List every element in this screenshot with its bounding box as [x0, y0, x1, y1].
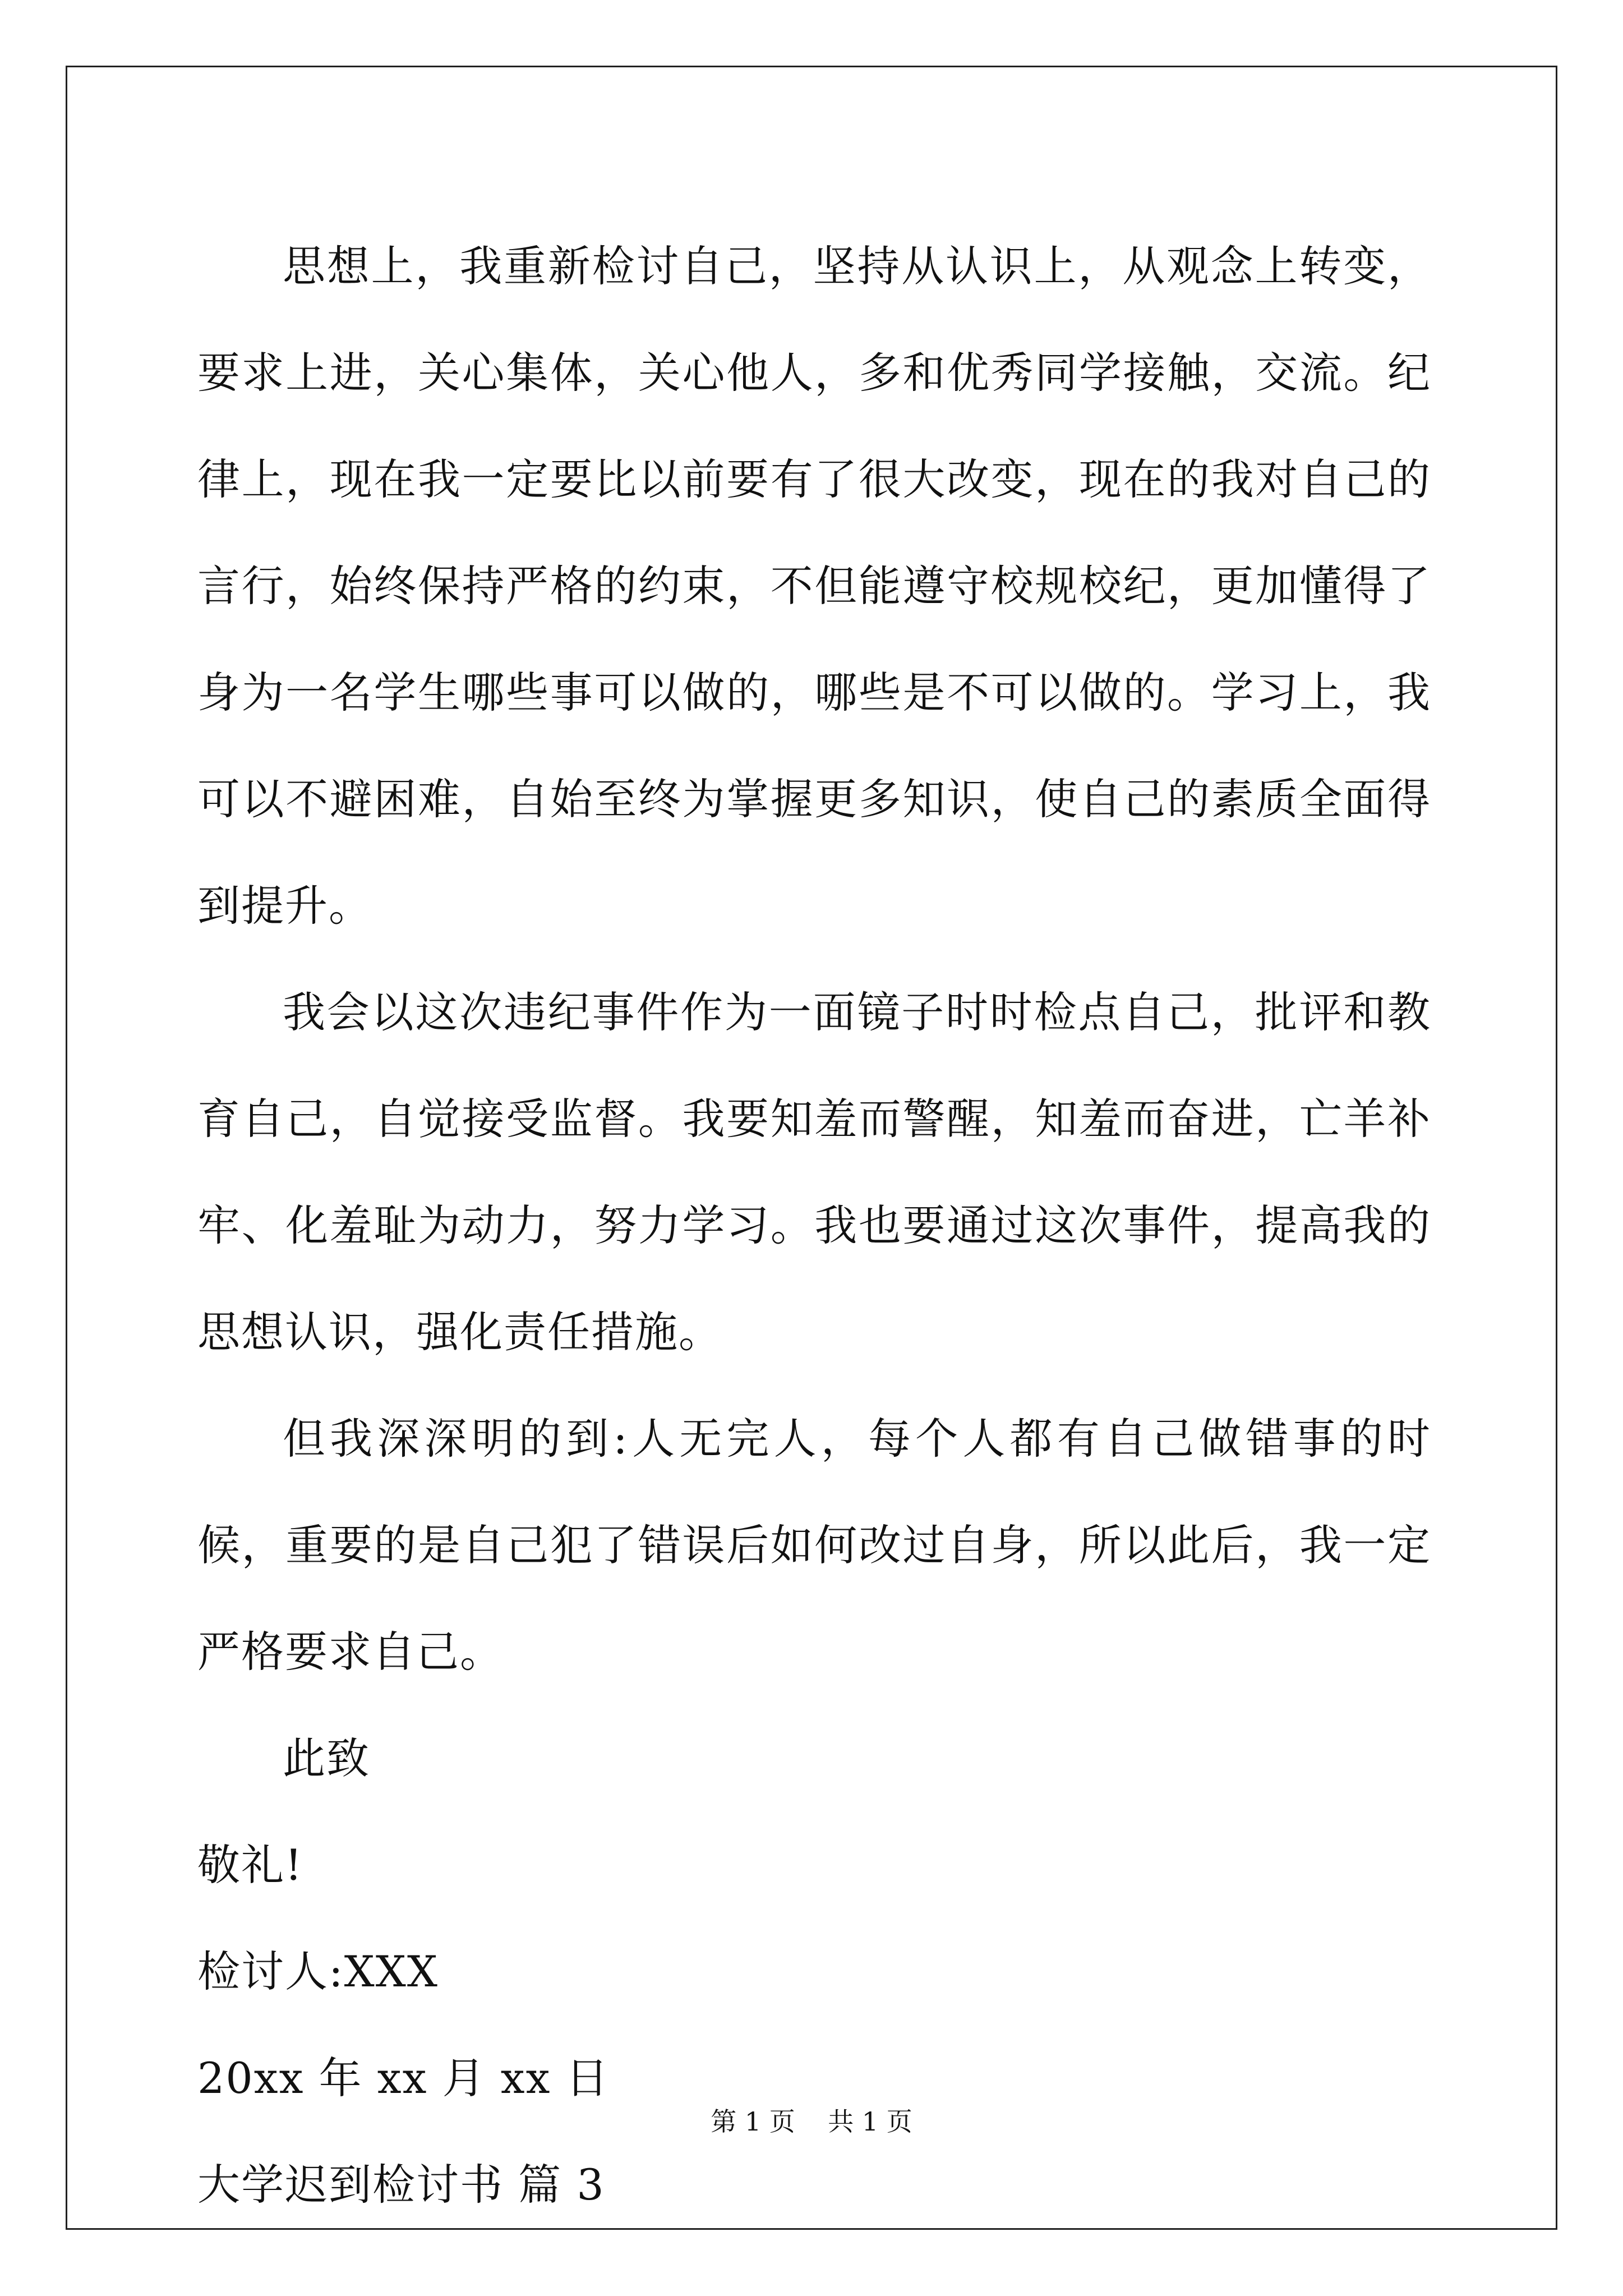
- paragraph-2: 我会以这次违纪事件作为一面镜子时时检点自己，批评和教育自己，自觉接受监督。我要知羞而警醒，知羞而奋进，亡羊补牢、化羞耻为动力，努力学习。我也要通过这次事件，提高我的思想认识，强化责任措施。: [197, 987, 1431, 1357]
- date-line: 20xx 年 xx 月 xx 日: [197, 2053, 610, 2103]
- next-section-title: 大学迟到检讨书 篇 3: [197, 2160, 605, 2210]
- paragraph-3: 但我深深明的到:人无完人，每个人都有自己做错事的时候，重要的是自己犯了错误后如何改过自身，所以此后，我一定严格要求自己。: [197, 1414, 1431, 1677]
- closing-line: 此致: [283, 1733, 370, 1783]
- signer-line: 检讨人:XXX: [197, 1947, 439, 1996]
- page-footer: 第 1 页 共 1 页: [711, 2106, 912, 2137]
- salute-line: 敬礼!: [197, 1840, 303, 1890]
- document-body: [197, 213, 1431, 2238]
- paragraph-1: 思想上，我重新检讨自己，坚持从认识上，从观念上转变，要求上进，关心集体，关心他人，多和优秀同学接触，交流。纪律上，现在我一定要比以前要有了很大改变，现在的我对自己的言行，始终保持严格的约束，不但能遵守校规校纪，更加懂得了身为一名学生哪些事可以做的，哪些是不可以做的。学习上，我可以不避困难，自始至终为掌握更多知识，使自己的素质全面得到提升。: [197, 241, 1431, 931]
